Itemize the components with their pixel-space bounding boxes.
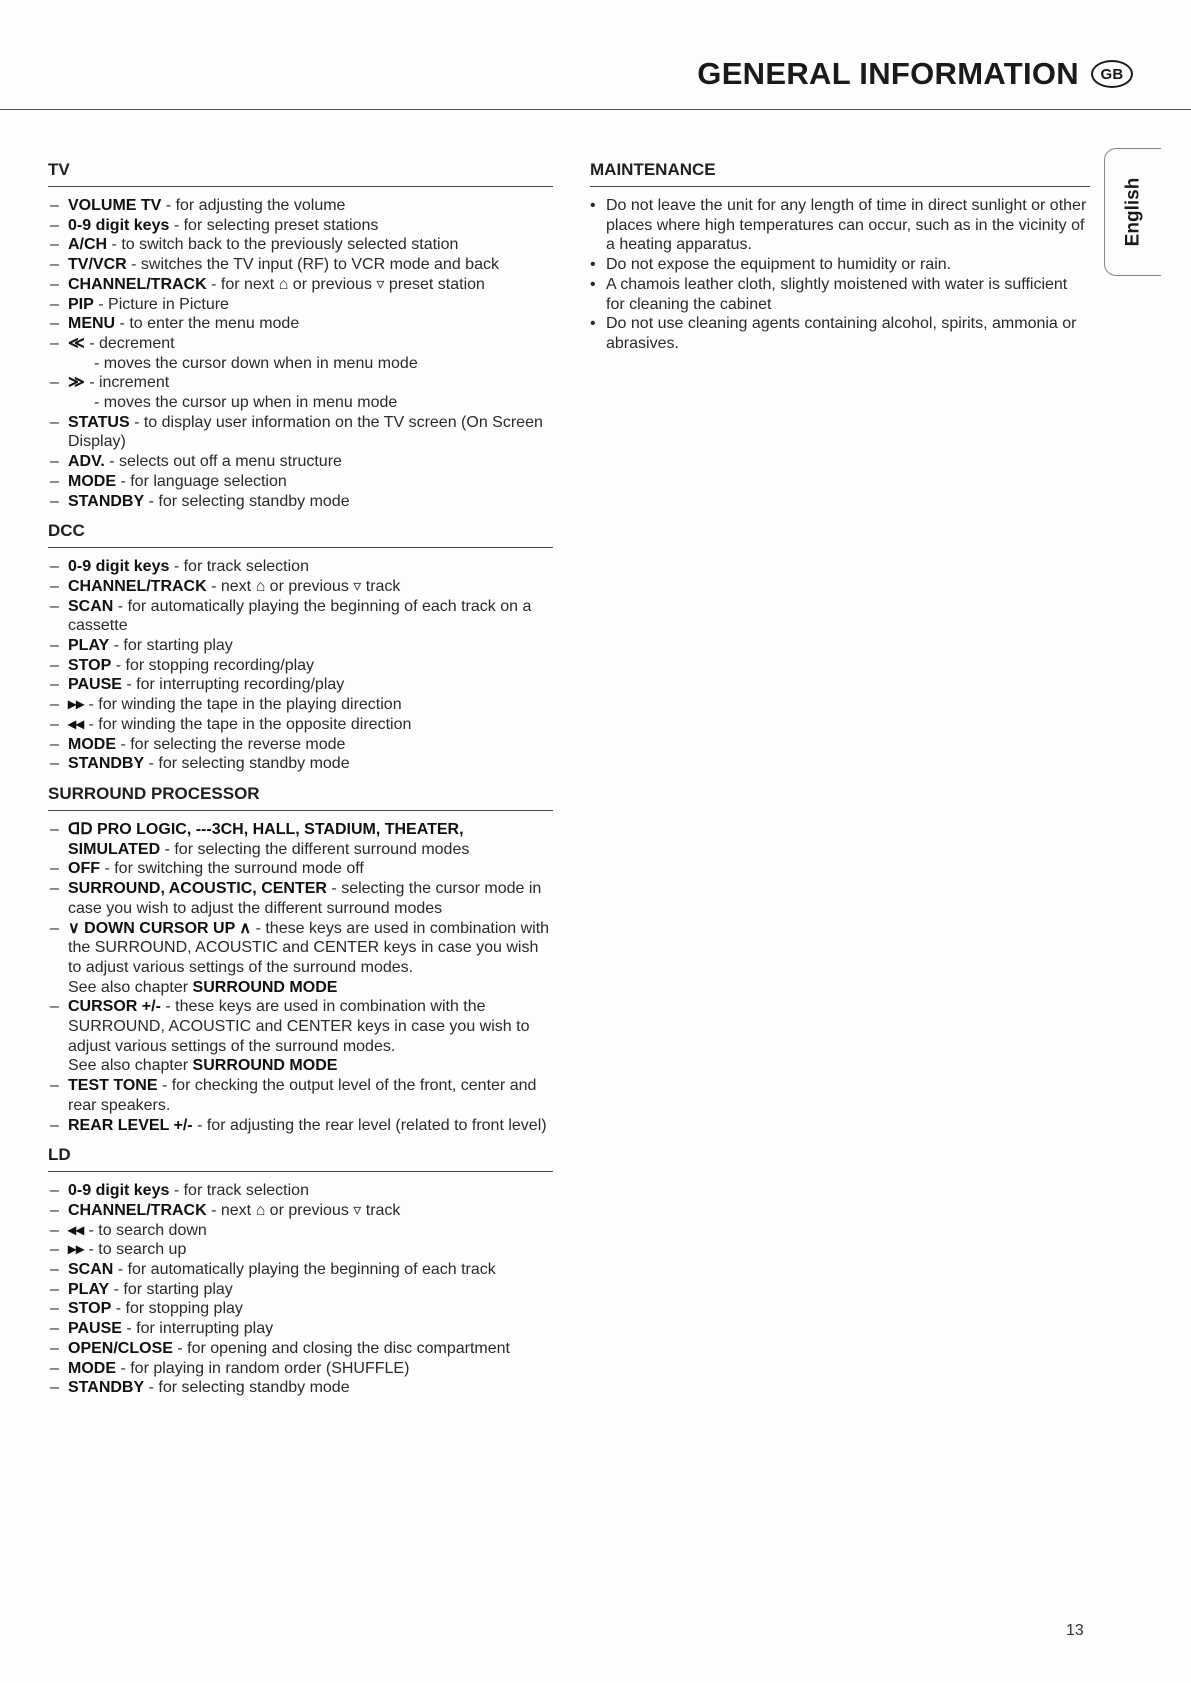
item-text: - switches the TV input (RF) to VCR mode and back: [126, 256, 499, 274]
see-also-text: See also chapter: [68, 1057, 193, 1075]
list-item: [48, 314, 553, 334]
item-text: - for selecting the reverse mode: [116, 735, 346, 753]
item-key: SCAN: [68, 597, 114, 615]
list-item: [48, 1378, 553, 1398]
item-key: STOP: [68, 1300, 112, 1318]
list-item: [48, 1319, 553, 1339]
item-key: ◂◂: [68, 715, 85, 733]
item-text: - for adjusting the volume: [161, 197, 346, 214]
item-key: ▸▸: [68, 1241, 85, 1259]
bullet-item: • Do not leave the unit for any length of time in direct sunlight or other places where high temperatures can occur, such as in the vicinity of a heating apparatus.: [590, 196, 1090, 255]
item-text: - for checking the output level of the front, center and rear speakers.: [68, 1077, 537, 1114]
list-item: [48, 577, 553, 597]
section-heading: SURROUND PROCESSOR: [48, 783, 260, 803]
left-column: [48, 160, 553, 1398]
header-rule: [0, 109, 1191, 110]
item-text: - to display user information on the TV screen (On Screen Display): [68, 413, 543, 451]
item-key: SURROUND, ACOUSTIC, CENTER: [68, 880, 327, 898]
list-item: [48, 235, 553, 255]
item-key: STANDBY: [68, 755, 145, 773]
item-list: [48, 557, 553, 774]
item-text: - for language selection: [116, 472, 287, 490]
item-text: - for selecting preset stations: [169, 216, 379, 234]
list-item: [48, 1280, 553, 1300]
section-heading: LD: [48, 1145, 71, 1165]
item-key: PIP: [68, 295, 94, 313]
item-key: SCAN: [68, 1261, 114, 1279]
section-maintenance: [590, 160, 1090, 354]
item-text: - for stopping recording/play: [111, 656, 315, 674]
item-key: STANDBY: [68, 492, 145, 510]
list-item: [48, 597, 553, 636]
item-text: - for winding the tape in the opposite direction: [84, 715, 412, 733]
list-item: [48, 1221, 553, 1241]
item-text: - for selecting standby mode: [144, 755, 350, 773]
item-key: VOLUME TV: [68, 197, 162, 214]
list-item: [48, 413, 553, 452]
list-item: [48, 452, 553, 472]
page-number: 13: [1066, 1622, 1084, 1639]
list-item: [48, 334, 553, 373]
item-text: - for starting play: [109, 1280, 233, 1298]
list-item: [48, 1076, 553, 1115]
page-title: GENERAL INFORMATION: [697, 56, 1079, 91]
item-key: ▸▸: [68, 696, 85, 714]
item-text: - for automatically playing the beginning of each track on a cassette: [68, 597, 532, 635]
item-text: - these keys are used in combination with the SURROUND, ACOUSTIC and CENTER keys in case you wish to adjust various settings of the surround modes.: [68, 998, 530, 1055]
item-text: - these keys are used in combination with the SURROUND, ACOUSTIC and CENTER keys in case you wish to adjust various settings of the surround modes.: [68, 919, 550, 976]
item-text: - to enter the menu mode: [115, 315, 300, 333]
list-item: [48, 656, 553, 676]
item-key: TEST TONE: [68, 1077, 158, 1095]
item-text: - for track selection: [169, 1182, 309, 1200]
section-surround: [48, 784, 553, 1135]
bullet-item: • Do not expose the equipment to humidity or rain.: [590, 255, 1090, 275]
item-list: [48, 196, 553, 511]
section-heading: MAINTENANCE: [590, 160, 716, 179]
list-item: [48, 255, 553, 275]
item-key: OFF: [68, 860, 100, 878]
list-item: [48, 216, 553, 236]
item-key: ≫: [68, 374, 85, 392]
item-key: REAR LEVEL +/-: [68, 1116, 193, 1134]
item-text: - to search up: [84, 1241, 187, 1259]
list-item: [48, 1359, 553, 1379]
see-also-key: SURROUND MODE: [192, 978, 338, 996]
item-key: CHANNEL/TRACK: [68, 1201, 207, 1219]
list-item: [48, 735, 553, 755]
list-item: [48, 557, 553, 577]
item-text: - to search down: [84, 1221, 207, 1239]
item-text: - selects out off a menu structure: [104, 453, 342, 471]
item-key: ◂◂: [68, 1221, 85, 1239]
list-item: [48, 1260, 553, 1280]
item-text: - for selecting the different surround modes: [160, 840, 470, 858]
item-text: - next ⌂ or previous ▿ track: [206, 1201, 401, 1219]
item-key: 0-9 digit keys: [68, 558, 170, 576]
item-key: PAUSE: [68, 1320, 122, 1338]
list-item: [48, 1299, 553, 1319]
item-key: MODE: [68, 735, 116, 753]
item-key: ∨ DOWN CURSOR UP ∧: [68, 919, 252, 937]
item-key: ≪: [68, 334, 85, 352]
list-item: [48, 472, 553, 492]
item-key: MODE: [68, 472, 116, 490]
item-text: - Picture in Picture: [93, 295, 229, 313]
see-also: [68, 978, 553, 998]
bullet-item: • Do not use cleaning agents containing alcohol, spirits, ammonia or abrasives.: [590, 314, 1090, 353]
section-ld: [48, 1145, 553, 1398]
item-text: - for opening and closing the disc compartment: [172, 1339, 510, 1357]
item-text: - for automatically playing the beginning of each track: [113, 1261, 496, 1279]
item-text: - for next ⌂ or previous ▿ preset station: [206, 275, 485, 293]
item-text: - for interrupting recording/play: [121, 676, 345, 694]
item-text: - selecting the cursor mode in case you wish to adjust the different surround modes: [68, 880, 542, 917]
item-text: - for winding the tape in the playing direction: [84, 696, 402, 714]
item-text: - next ⌂ or previous ▿ track: [206, 577, 401, 595]
list-item: [48, 373, 553, 412]
item-key: STOP: [68, 656, 112, 674]
item-subtext: - moves the cursor down when in menu mode: [94, 354, 418, 372]
item-key: CHANNEL/TRACK: [68, 577, 207, 595]
see-also: [68, 1056, 553, 1076]
item-list: [48, 820, 553, 1135]
see-also-key: SURROUND MODE: [192, 1057, 338, 1075]
list-item: [48, 919, 553, 998]
item-key: 0-9 digit keys: [68, 1182, 170, 1200]
item-key: MENU: [68, 315, 116, 333]
gb-badge: GB: [1091, 60, 1133, 88]
item-text: - for starting play: [109, 637, 233, 655]
item-key: PAUSE: [68, 676, 122, 694]
language-tab-label: English: [1122, 177, 1143, 247]
item-text: - increment: [84, 374, 170, 392]
bullet-item: • A chamois leather cloth, slightly moistened with water is sufficient for cleaning the cabinet: [590, 275, 1090, 314]
item-key: TV/VCR: [68, 256, 127, 274]
right-column: [590, 160, 1090, 354]
item-text: - for selecting standby mode: [144, 1379, 350, 1397]
item-text: - for adjusting the rear level (related to front level): [192, 1116, 547, 1134]
list-item: [48, 196, 553, 216]
item-key: PLAY: [68, 1280, 110, 1298]
list-item: [48, 695, 553, 715]
list-item: [48, 1339, 553, 1359]
list-item: [48, 1201, 553, 1221]
section-rule: [48, 1171, 553, 1172]
list-item: [48, 675, 553, 695]
item-key: STATUS: [68, 413, 130, 431]
item-subtext: - moves the cursor up when in menu mode: [94, 394, 398, 412]
list-item: [48, 754, 553, 774]
list-item: [48, 820, 553, 859]
item-text: - for interrupting play: [121, 1320, 274, 1338]
item-key: STANDBY: [68, 1379, 145, 1397]
list-item: [48, 275, 553, 295]
item-text: - for track selection: [169, 558, 309, 576]
list-item: [48, 1116, 553, 1136]
item-text: - for stopping play: [111, 1300, 243, 1318]
item-key: CHANNEL/TRACK: [68, 275, 207, 293]
language-tab: [1104, 148, 1161, 276]
item-key: CURSOR +/-: [68, 998, 161, 1016]
item-key: PLAY: [68, 637, 110, 655]
list-item: [48, 997, 553, 1076]
item-list: [48, 1181, 553, 1398]
section-heading: DCC: [48, 521, 85, 541]
list-item: [48, 295, 553, 315]
item-key: 0-9 digit keys: [68, 216, 170, 234]
list-item: [48, 636, 553, 656]
list-item: [48, 1240, 553, 1260]
section-tv: [48, 160, 553, 511]
page-header: [697, 56, 1133, 92]
item-text: - decrement: [84, 334, 175, 352]
item-key: OPEN/CLOSE: [68, 1339, 173, 1357]
section-dcc: [48, 521, 553, 774]
item-text: - to switch back to the previously selected station: [107, 236, 459, 254]
item-key: ADV.: [68, 453, 105, 471]
item-text: - for playing in random order (SHUFFLE): [116, 1359, 410, 1377]
list-item: [48, 492, 553, 512]
section-rule: [590, 186, 1090, 187]
item-text: - for selecting standby mode: [144, 492, 350, 510]
section-heading: TV: [48, 160, 70, 179]
list-item: [48, 715, 553, 735]
item-text: - for switching the surround mode off: [100, 860, 364, 878]
item-key: ᗡᗞ PRO LOGIC, ---3CH, HALL, STADIUM, THEATER, SIMULATED: [68, 820, 464, 858]
see-also-text: See also chapter: [68, 978, 193, 996]
item-key: A/CH: [68, 236, 108, 254]
section-rule: [48, 810, 553, 811]
bullet-list: [590, 196, 1090, 354]
section-rule: [48, 186, 553, 187]
list-item: [48, 879, 553, 918]
list-item: [48, 1181, 553, 1201]
list-item: [48, 859, 553, 879]
section-rule: [48, 547, 553, 548]
item-key: MODE: [68, 1359, 116, 1377]
